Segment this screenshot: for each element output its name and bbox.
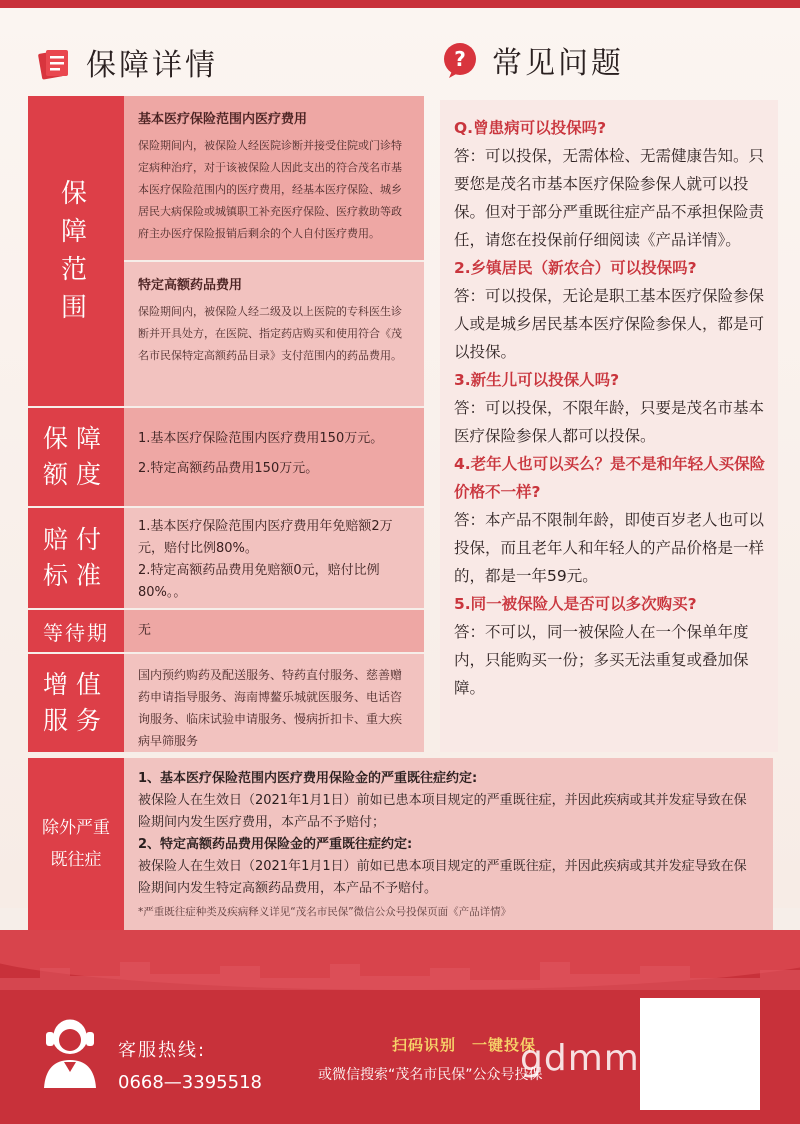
faq-answer: 答：可以投保，无需体检、无需健康告知。只要您是茂名市基本医疗保险参保人就可以投保。但对于部分严重既往症产品不承担保险责任，请您在投保前仔细阅读《产品详情》。 xyxy=(454,147,765,249)
faq-question: 5.同一被保险人是否可以多次购买? xyxy=(454,595,697,613)
faq-header xyxy=(440,38,624,82)
exclusion-heading: 2、特定高额药品费用保险金的严重既往症约定: xyxy=(138,837,413,852)
amount-body xyxy=(124,408,424,508)
waiting-value: 无 xyxy=(138,623,152,638)
faq-answer: 答：不可以，同一被保险人在一个保单年度内，只能购买一份；多买无法重复或叠加保障。 xyxy=(454,623,749,697)
amount-line: 2.特定高额药品费用150万元。 xyxy=(138,461,319,476)
exclusion-text: 被保险人在生效日（2021年1月1日）前如已患本项目规定的严重既往症，并因此疾病或其并发症导致在保险期间内发生特定高额药品费用，本产品不予赔付。 xyxy=(138,859,747,896)
row-coverage-scope xyxy=(28,96,424,408)
scan-prompt: 扫码识别 一键投保 xyxy=(392,1036,537,1054)
coverage-title: 保障详情 xyxy=(86,48,218,83)
hotline-label: 客服热线: xyxy=(118,1040,207,1061)
value-added-text: 国内预约购药及配送服务、特药直付服务、慈善赠药申请指导服务、海南博鳌乐城就医服务、电话咨询服务、临床试验申请服务、慢病折扣卡、重大疾病早筛服务 xyxy=(138,668,403,748)
hotline-number[interactable]: 0668—3395518 xyxy=(118,1072,262,1093)
coverage-item-title: 特定高额药品费用 xyxy=(138,278,243,293)
label-exclusion: 除外严重既往症 xyxy=(28,758,124,930)
row-waiting xyxy=(28,610,424,654)
faq-question: 4.老年人也可以买么？是不是和年轻人买保险价格不一样? xyxy=(454,455,766,501)
row-amount xyxy=(28,408,424,508)
exclusion-note: *严重既往症种类及疾病释义详见“茂名市民保”微信公众号投保页面《产品详情》 xyxy=(138,906,512,918)
faq-question: 2.乡镇居民（新农合）可以投保吗? xyxy=(454,259,697,277)
row-payout xyxy=(28,508,424,610)
faq-panel xyxy=(440,100,778,752)
coverage-scope-body xyxy=(124,96,424,408)
faq-title: 常见问题 xyxy=(492,46,624,81)
faq-answer: 答：本产品不限制年龄，即使百岁老人也可以投保，而且老年人和年轻人的产品价格是一样的，都是一年59元。 xyxy=(454,511,765,585)
exclusion-text: 被保险人在生效日（2021年1月1日）前如已患本项目规定的严重既往症，并因此疾病或其并发症导致在保险期间内发生医疗费用，本产品不予赔付； xyxy=(138,793,747,830)
coverage-item-text: 保险期间内，被保险人经二级及以上医院的专科医生诊断并开具处方，在医院、指定药店购买和使用符合《茂名市民保特定高额药品目录》支付范围内的药品费用。 xyxy=(138,305,402,362)
faq-answer: 答：可以投保，不限年龄，只要是茂名市基本医疗保险参保人都可以投保。 xyxy=(454,399,765,445)
row-value-added xyxy=(28,654,424,754)
question-icon xyxy=(440,40,480,80)
coverage-item xyxy=(124,262,424,406)
document-icon xyxy=(34,42,74,82)
svg-text:?: ? xyxy=(454,47,466,71)
faq-answer: 答：可以投保，无论是职工基本医疗保险参保人或是城乡居民基本医疗保险参保人，都是可以投保。 xyxy=(454,287,765,361)
faq-question: 3.新生儿可以投保人吗? xyxy=(454,371,620,389)
skyline-decoration xyxy=(0,950,800,990)
payout-line: 1.基本医疗保险范围内医疗费用年免赔额2万元，赔付比例80%。 xyxy=(138,519,393,556)
top-border xyxy=(0,0,800,8)
amount-line: 1.基本医疗保险范围内医疗费用150万元。 xyxy=(138,431,384,446)
waiting-body xyxy=(124,610,424,654)
exclusion-body xyxy=(124,758,773,930)
coverage-header xyxy=(34,40,218,84)
coverage-item-title: 基本医疗保险范围内医疗费用 xyxy=(138,112,308,127)
label-payout: 赔付标准 xyxy=(28,508,124,610)
payout-body xyxy=(124,508,424,610)
exclusion-heading: 1、基本医疗保险范围内医疗费用保险金的严重既往症约定: xyxy=(138,771,478,786)
customer-service-icon xyxy=(38,1010,102,1090)
label-coverage-scope: 保障范围 xyxy=(28,96,124,408)
coverage-item xyxy=(124,96,424,262)
exclusion-section xyxy=(28,758,773,930)
value-added-body xyxy=(124,654,424,754)
watermark: gdmm.com xyxy=(520,1038,733,1079)
coverage-item-text: 保险期间内，被保险人经医院诊断并接受住院或门诊特定病种治疗，对于该被保险人因此支出的符合茂名市基本医疗保险范围内的医疗费用，经基本医疗保险、城乡居民大病保险或城镇职工补充医疗保险、医疗救助等政府主办医疗保险报销后剩余的个人自付医疗费用。 xyxy=(138,139,402,240)
label-value-added: 增值服务 xyxy=(28,654,124,754)
label-waiting: 等待期 xyxy=(28,610,124,654)
faq-question: Q.曾患病可以投保吗? xyxy=(454,119,607,137)
search-prompt: 或微信搜索“茂名市民保”公众号投保 xyxy=(318,1067,543,1083)
label-amount: 保障额度 xyxy=(28,408,124,508)
faq-list xyxy=(454,114,774,702)
payout-line: 2.特定高额药品费用免赔额0元，赔付比例80%。。 xyxy=(138,563,380,600)
